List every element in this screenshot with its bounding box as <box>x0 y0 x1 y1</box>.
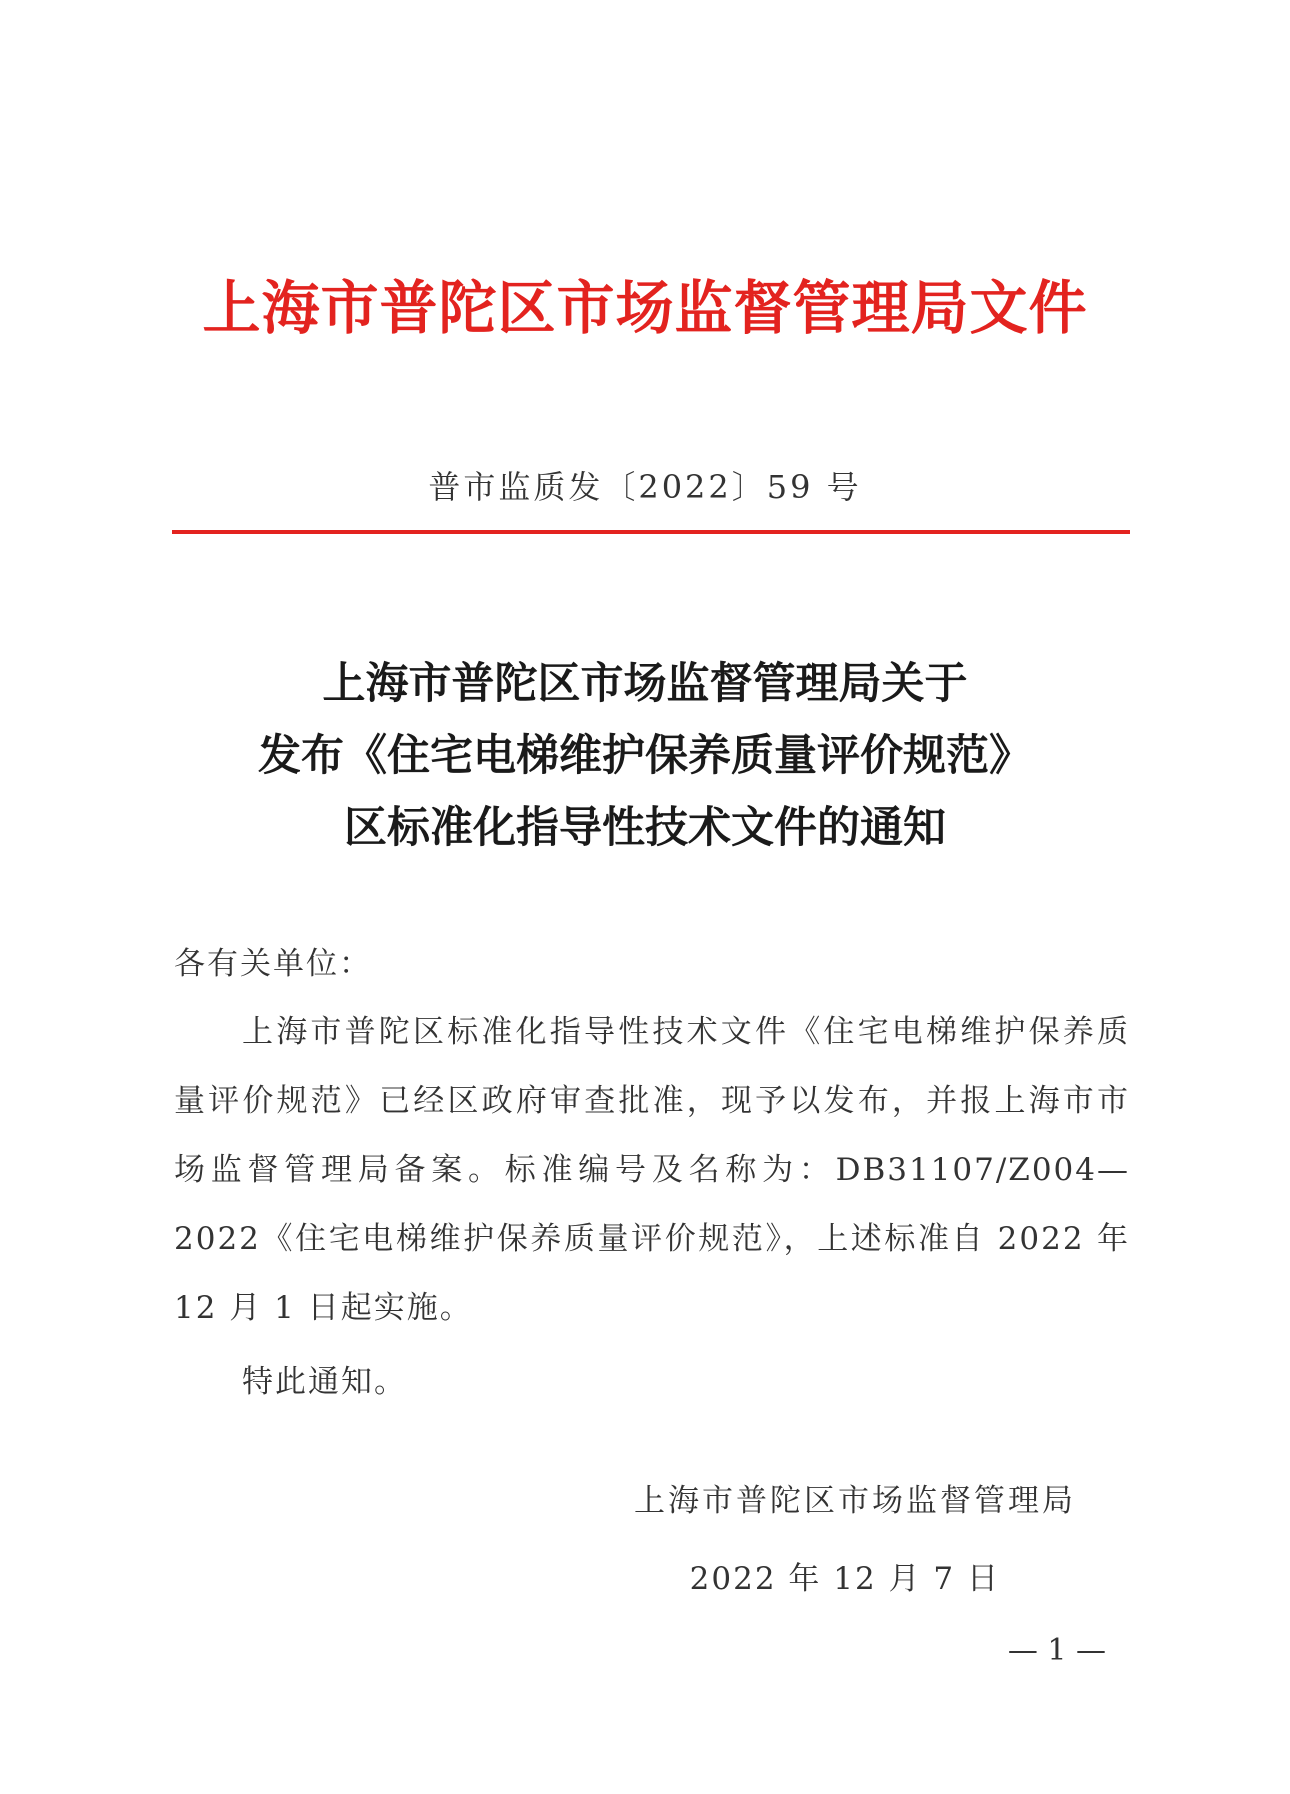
document-number: 普市监质发〔2022〕59 号 <box>428 468 862 506</box>
notice-body <box>174 930 1130 1417</box>
red-divider-line <box>172 530 1130 534</box>
notice-title <box>0 648 1290 864</box>
page-number: — 1 — <box>1007 1633 1106 1668</box>
notice-title-line-3: 区标准化指导性技术文件的通知 <box>344 803 946 853</box>
notice-title-line-2: 发布《住宅电梯维护保养质量评价规范》 <box>258 731 1032 781</box>
issue-date: 2022 年 12 月 7 日 <box>689 1561 1000 1597</box>
notice-title-line-1: 上海市普陀区市场监督管理局关于 <box>322 659 968 709</box>
issuing-authority-header: 上海市普陀区市场监督管理局文件 <box>202 274 1088 342</box>
issuer-signature: 上海市普陀区市场监督管理局 <box>634 1483 1076 1519</box>
salutation: 各有关单位： <box>174 946 372 982</box>
closing-line: 特此通知。 <box>242 1364 407 1400</box>
main-paragraph: 上海市普陀区标准化指导性技术文件《住宅电梯维护保养质量评价规范》已经区政府审查批准，现予以发布，并报上海市市场监督管理局备案。标准编号及名称为：DB31107/Z004—2022《住宅电梯维护保养质量评价规范》，上述标准自 2022 年 12 月 1 日起实施。 <box>174 1014 1130 1326</box>
